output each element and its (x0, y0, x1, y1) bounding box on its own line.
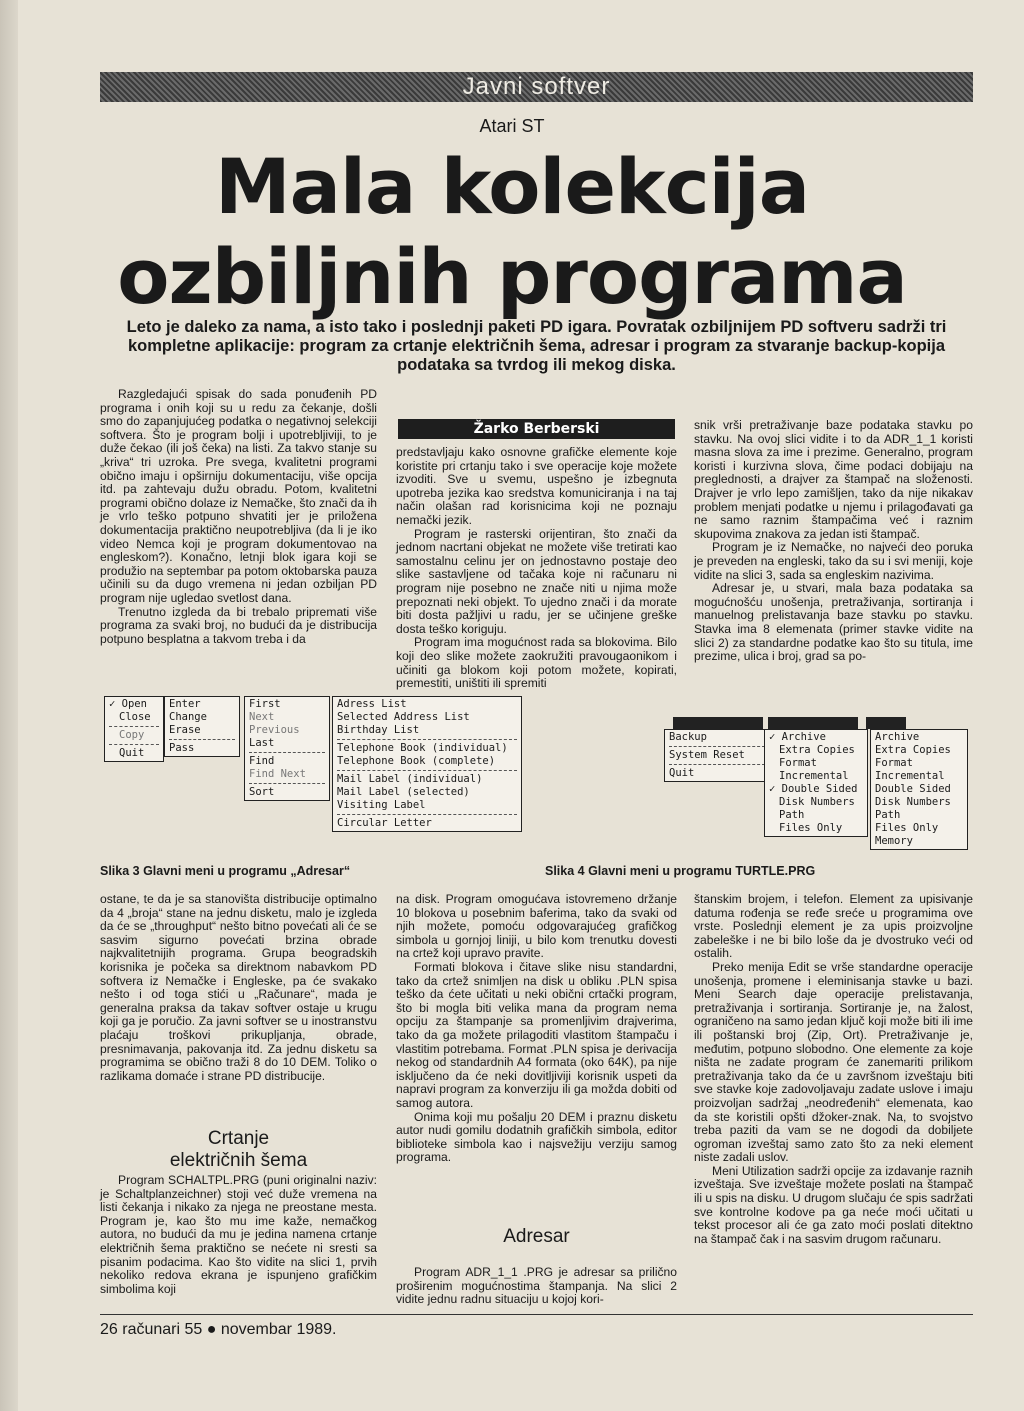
menu-item: Visiting Label (337, 799, 426, 811)
menu-separator (669, 764, 765, 765)
menu-item: Mail Label (individual) (337, 773, 483, 785)
menu-item: Erase (169, 724, 201, 736)
check-mark-icon: ✓ (109, 698, 116, 710)
menu-item: Selected Address List (337, 711, 470, 723)
menu-item: Path (875, 809, 901, 821)
fig4-help-menu (870, 729, 968, 850)
article-column-3-top (694, 419, 973, 664)
article-column-1-bottom-b (100, 1174, 377, 1296)
menu-item: Disk Numbers (779, 796, 855, 808)
banner-text: Javni softver (462, 73, 611, 100)
menu-item: Enter (169, 698, 201, 710)
menu-item: Circular Letter (337, 817, 432, 829)
article-column-2-top (396, 446, 677, 691)
menu-item: Pass (169, 742, 195, 754)
menu-item: Path (779, 809, 805, 821)
menu-item: Next (249, 711, 275, 723)
page-footer: 26 računari 55 ● novembar 1989. (100, 1321, 337, 1338)
menu-item: Disk Numbers (875, 796, 951, 808)
menu-item: Memory (875, 835, 913, 847)
paragraph: Program je rasterski orijentiran, što znači da jednom nacrtani objekat ne možete više tretirati kao samostalnu celinu jer on jednostavno postaje deo slike sastavljene od tačaka koje ni računaru ni program nije posebno ne znače niti u njima može prepoznati neki objekt. To ujedno znači i da morate biti dosta pažljivi u radu, jer se učinjene greške dosta teško koriguju. (396, 526, 677, 636)
menu-item: ✓ Open (109, 698, 147, 710)
paragraph: Adresar je, u stvari, mala baza podataka sa mogućnošću unošenja, pretraživanja, sortiranja i manuelnog prelistavanja baze stavku po stavku. Stavka ima 8 elemenata (primer stavke vidite na slici 2) za standardne podatke kao što su titula, ime prezime, ulica i broj, grad sa po- (694, 581, 973, 664)
author-byline: Žarko Berberski (398, 419, 675, 439)
menu-item: Change (169, 711, 207, 723)
figure-3-caption: Slika 3 Glavni meni u programu „Adresar“ (100, 864, 351, 878)
fig3-edit-menu (164, 696, 240, 757)
menu-item: Quit (669, 767, 695, 779)
menu-item: Backup (669, 731, 707, 743)
menu-item: Format (779, 757, 817, 769)
paragraph: Razgledajući spisak do sada ponuđenih PD programa i onih koji su u redu za čekanje, došli smo do zapanjujućeg podatka o negativnoj selekciji softvera. Što je program bolji i upotrebljiviji, to je duže čekao (ili još čeka) na listi. Za takvo stanje su „kriva“ tri uzroka. Pre svega, kvalitetni programi obično imaju i opširniju dokumentaciju, više opcija itd. pa zahtevaju dužu obradu. Potom, kvalitetni programi obično dolaze iz Nemačke, što znači da ih je vrlo teško potpuno shvatiti jer je priložena dokumentacija praktično neupotrebljiva (da li je iko video Nemca koji je program dokumentovao na engleskom?). Konačno, letnji blok igara koji se produžio na septembar pa potom oktobarska pauza učinili su da dugo vremena ni jedan ozbiljan PD program nije ugledao svetlost dana. (100, 387, 377, 605)
menu-item: Telephone Book (complete) (337, 755, 496, 767)
paragraph: Program ADR_1_1 .PRG je adresar sa prilično proširenim mogućnostima štampanja. Na slici 2 vidite jednu radnu situaciju u kojoj kori- (396, 1265, 677, 1307)
menu-separator (109, 744, 159, 745)
section-heading-schematics: Crtanje električnih šema (169, 1128, 308, 1171)
article-column-1-bottom (100, 893, 377, 1083)
fig4-options-menu (764, 729, 868, 837)
lead-paragraph: Leto je daleko za nama, a isto tako i poslednji paketi PD igara. Povratak ozbiljnijem PD softveru sadrži tri kompletne aplikacije: program za crtanje električnih šema, adresar i program za stvaranje backup-kopija podataka sa tvrdog ili mekog diska. (126, 318, 947, 374)
paragraph: Program ima mogućnost rada sa blokovima. Bilo koji deo slike možete zaokružiti pravougaonikom i učiniti ga blokom koji potom možete, kopirati, premestiti, uništiti ili spremiti (396, 635, 677, 691)
article-column-3-bottom (694, 893, 973, 1246)
menu-item: Mail Label (selected) (337, 786, 470, 798)
fig4-menubar-title (673, 717, 763, 729)
paragraph: Formati blokova i čitave slike nisu standardni, tako da crtež snimljen na disk u obliku .PLN spisa teško da ćete učitati u neki obični crtački program, što bi mogla biti velika mana da program nema opciju za štampanje sa promenljivim drajverima, tako da ga možete prilagoditi vlastitom štampaču i vlastitim potrebama. Format .PLN spisa je derivacija nekog od standardnih A4 formata (oko 64K), pa nije isključeno da će neki dovitljiviji korisnik uspeti da napravi program za konverziju ili ga možda dobiti od samog autora. (396, 959, 677, 1110)
article-column-2-bottom-b (396, 1266, 677, 1307)
menu-item: Double Sided (875, 783, 951, 795)
paragraph: snik vrši pretraživanje baze podataka stavku po stavku. Na ovoj slici vidite i to da ADR_1_1 koristi masna slova za ime i prezime. Generalno, program koristi i kurzivna slova, čime podaci dobijaju na preglednosti, a drajver za štampač na složenosti. Drajver je vrlo lepo zamišljen, tako da nije nikakav problem menjati podatke u njemu i prilagođavati ga ne samo raznim štampačima već i raznim skupovima znakova za jedan isti štampač. (694, 418, 973, 541)
menu-item: Find (249, 755, 275, 767)
figure-4-caption: Slika 4 Glavni meni u programu TURTLE.PRG (545, 864, 816, 878)
paragraph: Meni Utilization sadrži opcije za izdavanje raznih izveštaja. Sve izveštaje možete poslati na štampač ili u spis na disku. U drugom slučaju će spis sadržati sve kontrolne kodove pa ga neće moći učitati u tekst procesor ali će ga zato moći poslati ditektno na štampač čak i na sasvim drugom računaru. (694, 1163, 973, 1246)
menu-item: Extra Copies (875, 744, 951, 756)
menu-item: ✓ Double Sided (769, 783, 858, 795)
article-column-2-bottom (396, 893, 677, 1165)
fig3-search-menu (244, 696, 330, 801)
menu-item: Incremental (875, 770, 945, 782)
menu-item: Close (119, 711, 151, 723)
menu-item: Files Only (779, 822, 843, 834)
section-banner (100, 72, 973, 102)
paragraph: na disk. Program omogućava istovremeno držanje 10 blokova u posebnim baferima, tako da svaki od njih možete, pomoću odgovarajućeg grafičkog simbola u gornjoj liniji, u bilo kom trenutku dovesti na crtež koji upravo pravite. (396, 892, 677, 961)
fig3-file-menu (104, 696, 164, 762)
menu-item: Sort (249, 786, 275, 798)
menu-item: Adress List (337, 698, 407, 710)
paragraph: Trenutno izgleda da bi trebalo pripremati više programa za svaki broj, no budući da je distribucija potpuno besplatna a takvom treba i da (100, 604, 377, 646)
headline-line-2: ozbiljnih programa (117, 232, 907, 321)
menu-separator (109, 726, 159, 727)
menu-item: Incremental (779, 770, 849, 782)
headline-line-1: Mala kolekcija (215, 142, 809, 231)
menu-item: Find Next (249, 768, 306, 780)
menu-item: ✓ Archive (769, 731, 826, 743)
paragraph: štanskim brojem, i telefon. Element za upisivanje datuma rođenja se ređe sreće u programima ove vrste. Poslednji element je za upis proizvoljne zabeleške i ne bi bilo loše da je dvostruko veći od ostalih. (694, 892, 973, 961)
menu-separator (337, 770, 517, 771)
paragraph: Program je iz Nemačke, no najveći deo poruka je preveden na engleski, tako da su i svi meniji, koje vidite na slici 3, sada sa engleskim nazivima. (694, 540, 973, 582)
menu-item: Archive (875, 731, 920, 743)
menu-item: System Reset (669, 749, 745, 761)
fig4-menubar-title (768, 717, 858, 729)
fig4-menubar-title (866, 717, 906, 729)
menu-separator (669, 746, 765, 747)
paragraph: ostane, te da je sa stanovišta distribucije optimalno da 4 „broja“ stane na jednu disketu, malo je izgleda da će se „throughput“ nešto bitno povećati ali će se sasvim sigurno povećati brzina obrade najkvalitetnijih programa. Grupa beogradskih korisnika je počeka sa direktnom nabavkom PD softvera iz Nemačke i Engleske, pa će svakako nešto i od toga stići u „Računare“, mada je generalna praksa da takav softver ostaje u krugu koji ga je poručio. Za javni softver se u inostranstvu plaćaju troškovi prikupljanja, obrade, presnimavanja, pakovanja itd. Za jednu disketu sa programima se obično traži 8 do 10 DEM. Toliko o razlikama domaće i strane PD distribucije. (100, 892, 377, 1083)
menu-separator (337, 814, 517, 815)
paragraph: Preko menija Edit se vrše standardne operacije unošenja, promene i eleminisanja stavke u bazi. Meni Search daje operacije prelistavanja, pretraživanja i sortiranja. Sortiranje je, na žalost, ograničeno na samo jedan ključ koji može biti ili ime ili poštanski broj (Zip, Ort). Pretraživanje je, međutim, potpuno slobodno. One elemente za koje ništa ne zadate program će zanemariti prilikom pretraživanja tako da će u završnom izveštaju biti sve stavke koje zadovoljavaju zadate uslove i imaju proizvoljan sadržaj „neodređenih“ elemenata, kao da ste koristili opšti džoker-znak. Na, to svojstvo treba paziti da vam se ne dogodi da dobiljete ogroman izveštaj samo zato što za neki element niste zadali uslov. (694, 959, 973, 1165)
menu-item: Extra Copies (779, 744, 855, 756)
platform-subtitle: Atari ST (479, 116, 545, 136)
menu-separator (249, 752, 325, 753)
paragraph: Program SCHALTPL.PRG (puni originalni naziv: je Schaltplanzeichner) stoji već duže vremena na listi čekanja i nikako za njega ne preostane mesta. Program je, kao što mu ime kaže, nemačkog autora, no budući da mu je jedina namena crtanje električnih šema praktično se nećete ni sresti sa pisanim podacima. Kao što vidite na slici 1, prvih nekoliko redova ekrana je ispunjeno grafičkim simbolima koji (100, 1173, 377, 1296)
menu-item: Telephone Book (individual) (337, 742, 508, 754)
section-heading-adresar: Adresar (503, 1226, 570, 1247)
menu-item: Quit (119, 747, 145, 759)
article-column-1-top (100, 388, 377, 646)
menu-item: First (249, 698, 281, 710)
paragraph: Onima koji mu pošalju 20 DEM i praznu disketu autor nudi gomilu dodatnih grafičkih simbola, editor biblioteke simbola kao i najsvežiju verziju samog programa. (396, 1109, 677, 1165)
menu-item: Format (875, 757, 913, 769)
fig3-utilization-menu (332, 696, 522, 832)
menu-item: Previous (249, 724, 300, 736)
menu-separator (337, 739, 517, 740)
menu-item: Birthday List (337, 724, 420, 736)
menu-item: Files Only (875, 822, 939, 834)
menu-item: Last (249, 737, 275, 749)
fig4-file-menu (664, 729, 770, 782)
paragraph: predstavljaju kako osnovne grafičke elemente koje koristite pri crtanju tako i sve operacije koje možete izvoditi. Sve u svemu, uspešno je izbegnuta upotreba jezika kao sredstva komuniciranja i na taj način olašan rad korisnicima koji ne poznaju nemački jezik. (396, 445, 677, 527)
footer-rule (100, 1314, 973, 1315)
menu-item: Copy (119, 729, 145, 741)
menu-separator (249, 783, 325, 784)
menu-separator (169, 739, 235, 740)
